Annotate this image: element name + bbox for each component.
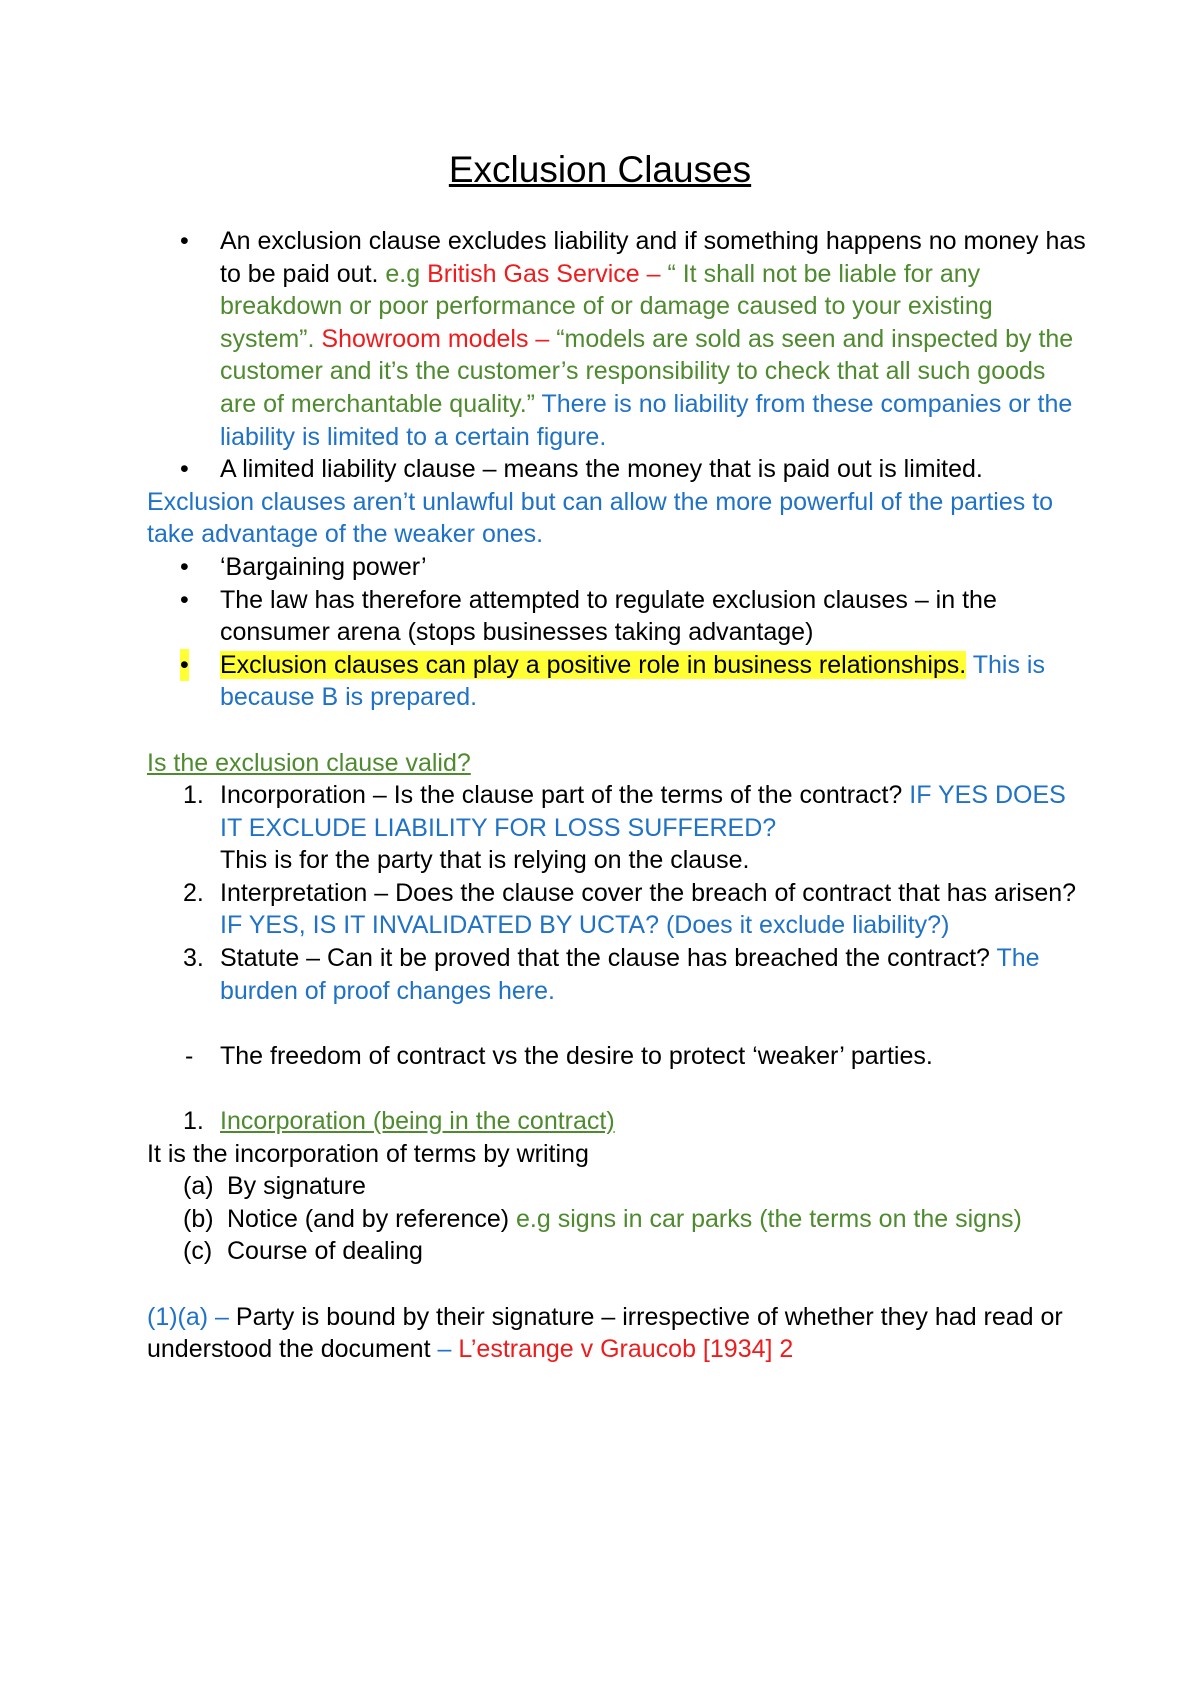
item-text: Statute – Can it be proved that the clause has breached the contract? [220, 944, 997, 973]
bullet-item [147, 551, 1087, 584]
case-citation: L’estrange v Graucob [1934] 2 [458, 1335, 794, 1364]
item-text: By signature [227, 1172, 366, 1201]
list-letter: (c) [183, 1237, 213, 1266]
list-letter: (a) [183, 1172, 214, 1201]
bullet-text: The law has therefore attempted to regulate exclusion clauses – in the consumer arena (stops businesses taking advantage) [220, 585, 997, 647]
example-quote: “models are sold as seen and inspected by the customer and it’s the customer’s responsibility to check that all such goods are of merchantable quality.” [220, 324, 1074, 418]
paragraph-text: Party is bound by their signature – irrespective of whether they had read or understood the document [147, 1302, 1063, 1364]
bullet-icon: • [180, 552, 189, 581]
list-number: 3. [183, 944, 204, 973]
note-text: This is because B is prepared. [220, 650, 1045, 712]
document-body [147, 225, 1087, 1366]
paragraph: It is the incorporation of terms by writing [147, 1139, 589, 1168]
bullet-icon: • [180, 649, 189, 682]
item-text: The freedom of contract vs the desire to protect ‘weaker’ parties. [220, 1041, 933, 1070]
note-text: IF YES DOES IT EXCLUDE LIABILITY FOR LOSS SUFFERED? [220, 781, 1066, 842]
example-text: e.g signs in car parks (the terms on the signs) [516, 1204, 1022, 1233]
example-name: Showroom models – [321, 324, 557, 353]
page-title: Exclusion Clauses [448, 149, 752, 190]
bullet-item [147, 584, 1087, 649]
dash-marker: - [185, 1041, 194, 1070]
blank-line [147, 1268, 1087, 1301]
list-letter: (b) [183, 1204, 214, 1233]
note-text: There is no liability from these companies or the liability is limited to a certain figure. [220, 389, 1073, 451]
bullet-icon: • [180, 585, 189, 614]
blank-line [147, 1007, 1087, 1040]
blank-line [147, 1072, 1087, 1105]
lettered-item [147, 1203, 1087, 1236]
numbered-item [147, 877, 1087, 942]
list-number: 1. [183, 1107, 204, 1136]
note-text: The burden of proof changes here. [220, 944, 1040, 1005]
example-prefix: e.g [385, 259, 428, 288]
numbered-item [147, 779, 1087, 877]
paragraph: Exclusion clauses aren’t unlawful but can allow the more powerful of the parties to take advantage of the weaker ones. [147, 487, 1054, 549]
lettered-item [147, 1235, 1087, 1268]
section-heading: Is the exclusion clause valid? [147, 748, 471, 777]
bullet-item [147, 453, 1087, 486]
list-number: 2. [183, 878, 204, 907]
dash-item [147, 1040, 1087, 1073]
bullet-item [147, 225, 1087, 453]
section-ref: (1)(a) – [147, 1302, 236, 1331]
bullet-text: ‘Bargaining power’ [220, 552, 427, 581]
lettered-item [147, 1170, 1087, 1203]
item-text: Incorporation – Is the clause part of the terms of the contract? [220, 781, 910, 810]
example-name: British Gas Service – [427, 259, 668, 288]
numbered-item [147, 942, 1087, 1007]
numbered-heading [147, 1105, 1087, 1138]
bullet-text: A limited liability clause – means the money that is paid out is limited. [220, 455, 983, 484]
item-text: Interpretation – Does the clause cover the breach of contract that has arisen? [220, 878, 1077, 907]
paragraph [147, 1301, 1087, 1366]
blank-line [147, 714, 1087, 747]
bullet-text: An exclusion clause excludes liability and if something happens no money has to be paid out. [220, 227, 1086, 288]
dash-text: – [437, 1335, 459, 1364]
section-heading: Incorporation (being in the contract) [220, 1107, 615, 1136]
example-quote: “ It shall not be liable for any breakdown or poor performance of or damage caused to your existing system”. [220, 259, 993, 353]
item-text: Course of dealing [227, 1237, 423, 1266]
item-text: Notice (and by reference) [227, 1204, 517, 1233]
note-text: IF YES, IS IT INVALIDATED BY UCTA? (Does it exclude liability?) [220, 911, 950, 940]
bullet-item-highlighted [147, 649, 1087, 714]
list-number: 1. [183, 781, 204, 810]
item-text: This is for the party that is relying on the clause. [220, 846, 750, 875]
bullet-icon: • [180, 455, 189, 484]
highlighted-text: Exclusion clauses can play a positive role in business relationships. [220, 650, 967, 679]
bullet-icon: • [180, 227, 189, 255]
